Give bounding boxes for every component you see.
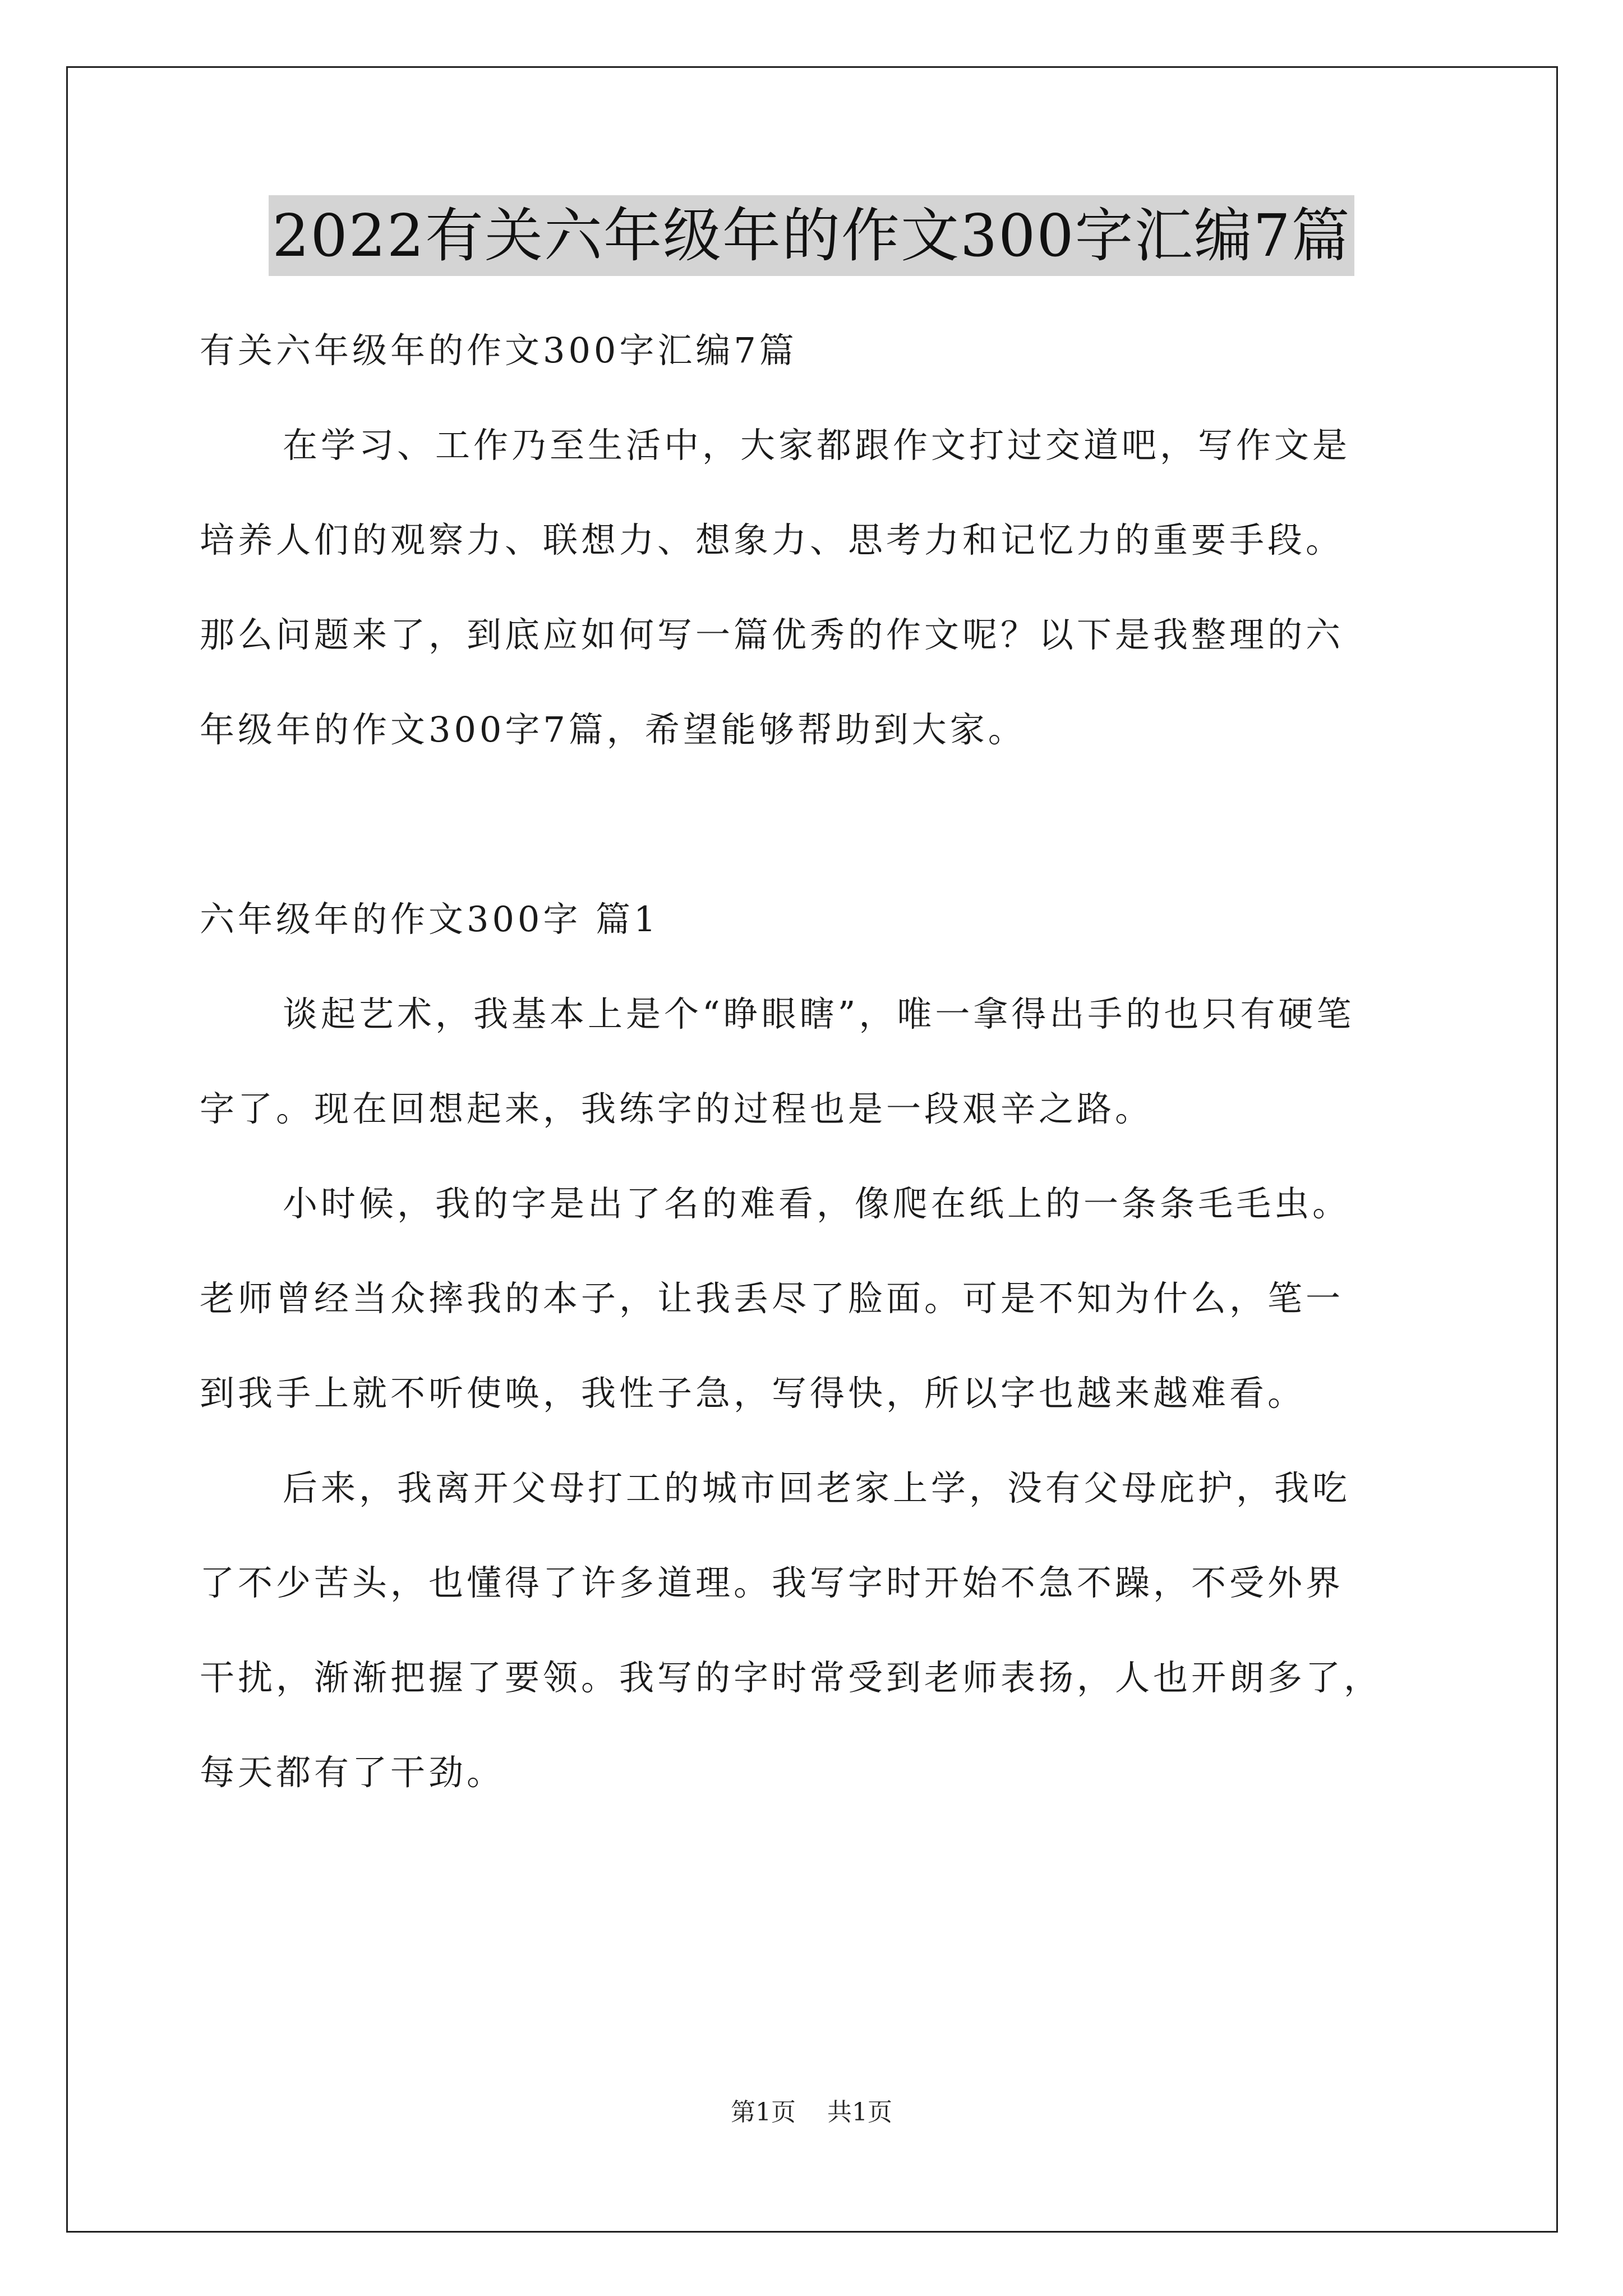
page-number: 第1页 bbox=[731, 2098, 796, 2127]
intro-line: 那么问题来了，到底应如何写一篇优秀的作文呢？以下是我整理的六 bbox=[200, 614, 1344, 655]
paragraph-line: 老师曾经当众摔我的本子，让我丢尽了脸面。可是不知为什么，笔一 bbox=[200, 1278, 1344, 1319]
body-paragraph bbox=[200, 1441, 1456, 1820]
intro-line: 年级年的作文300字7篇，希望能够帮助到大家。 bbox=[200, 709, 1026, 750]
paragraph-line: 到我手上就不听使唤，我性子急，写得快，所以字也越来越难看。 bbox=[200, 1373, 1306, 1414]
paragraph-line: 字了。现在回想起来，我练字的过程也是一段艰辛之路。 bbox=[200, 1088, 1154, 1129]
document-subtitle: 有关六年级年的作文300字汇编7篇 bbox=[200, 330, 797, 371]
body-paragraph bbox=[200, 967, 1456, 1156]
section-heading: 六年级年的作文300字 篇1 bbox=[200, 899, 660, 940]
intro-line: 培养人们的观察力、联想力、想象力、思考力和记忆力的重要手段。 bbox=[200, 519, 1344, 560]
page-footer bbox=[0, 2096, 1623, 2129]
paragraph-line: 干扰，渐渐把握了要领。我写的字时常受到老师表扬，人也开朗多了， bbox=[200, 1657, 1382, 1698]
page-total: 共1页 bbox=[827, 2098, 892, 2127]
paragraph-line: 了不少苦头，也懂得了许多道理。我写字时开始不急不躁，不受外界 bbox=[200, 1562, 1344, 1603]
document-body bbox=[200, 303, 1456, 1820]
paragraph-line: 小时候，我的字是出了名的难看，像爬在纸上的一条条毛毛虫。 bbox=[283, 1183, 1351, 1224]
title-container bbox=[0, 195, 1623, 276]
intro-paragraph bbox=[200, 398, 1456, 777]
blank-line bbox=[200, 777, 1456, 872]
paragraph-line: 谈起艺术，我基本上是个“睁眼瞎”，唯一拿得出手的也只有硬笔 bbox=[283, 993, 1355, 1034]
body-paragraph bbox=[200, 1156, 1456, 1441]
paragraph-line: 后来，我离开父母打工的城市回老家上学，没有父母庇护，我吃 bbox=[283, 1467, 1351, 1508]
document-title: 2022有关六年级年的作文300字汇编7篇 bbox=[269, 195, 1354, 276]
intro-line: 在学习、工作乃至生活中，大家都跟作文打过交道吧，写作文是 bbox=[283, 425, 1351, 466]
paragraph-line: 每天都有了干劲。 bbox=[200, 1752, 505, 1793]
